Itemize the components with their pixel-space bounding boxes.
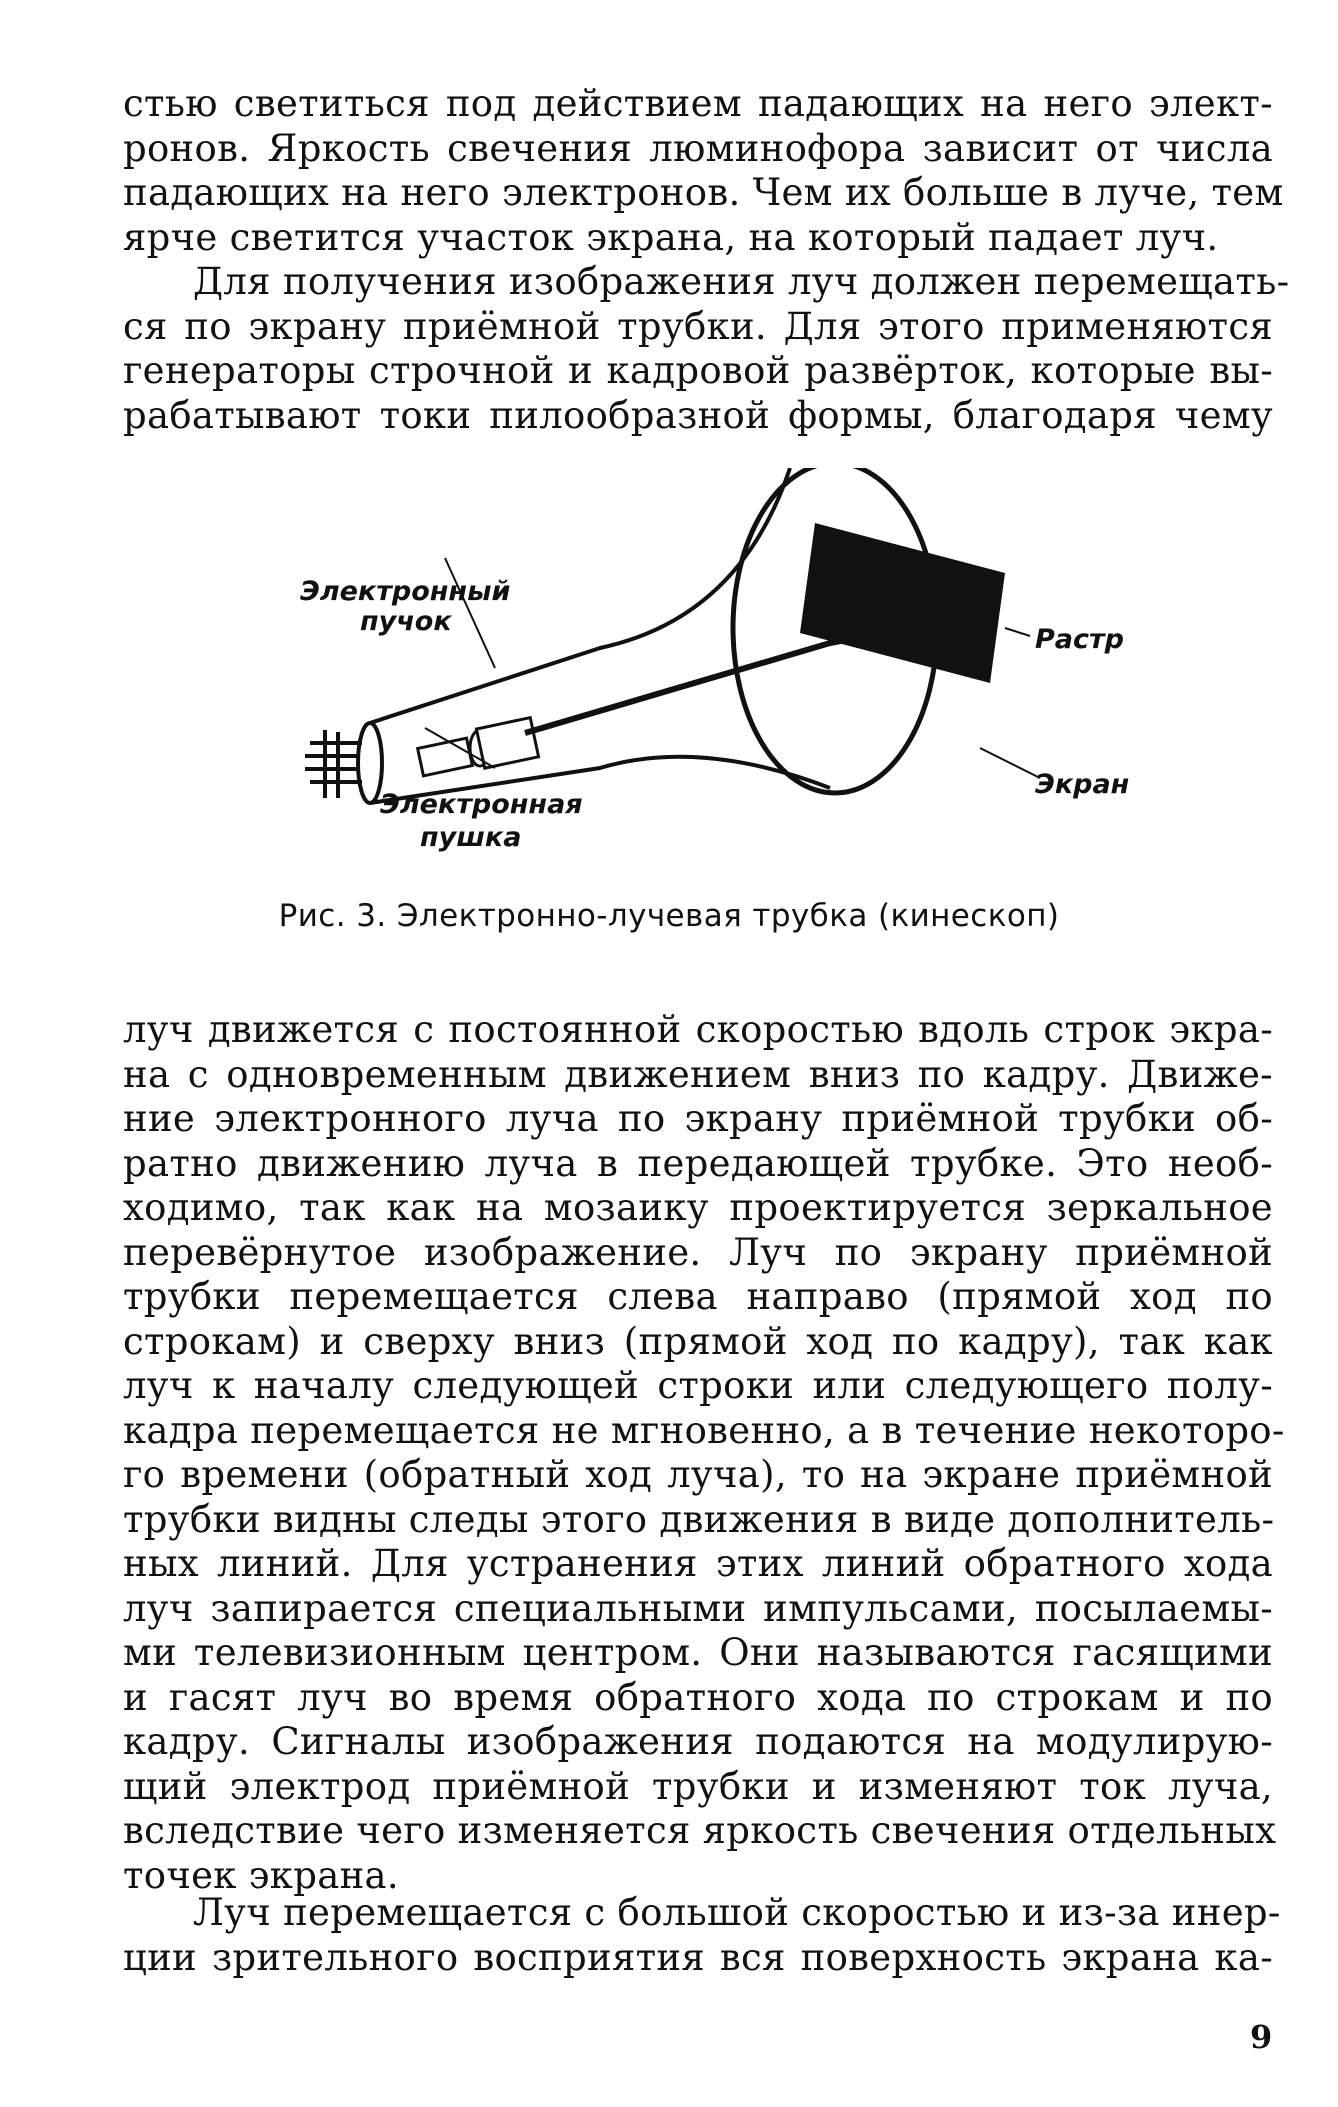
text-line: перевёрнутое изображение. Луч по экрану приёмной xyxy=(123,1230,1273,1274)
label-raster: Растр xyxy=(1035,624,1124,655)
label-gun-line1: Электронная xyxy=(380,789,583,820)
text-line: ронов. Яркость свечения люминофора зависит от числа xyxy=(123,126,1273,170)
text-line: стью светиться под действием падающих на него элект- xyxy=(123,82,1273,125)
text-line: го времени (обратный ход луча), то на экране приёмной xyxy=(123,1453,1273,1496)
text-line: строкам) и сверху вниз (прямой ход по кадру), так как xyxy=(123,1319,1273,1363)
text-line: точек экрана. xyxy=(123,1853,399,1897)
text-line: ходимо, так как на мозаику проектируется зеркальное xyxy=(123,1186,1273,1229)
figure-caption: Рис. 3. Электронно-лучевая трубка (кинескоп) xyxy=(278,898,1060,934)
connector-pins xyxy=(305,730,362,798)
text-line: и гасят луч во время обратного хода по строкам и по xyxy=(123,1675,1273,1719)
text-line: луч запирается специальными импульсами, посылаемы- xyxy=(123,1586,1273,1630)
text-line: ратно движению луча в передающей трубке. Это необ- xyxy=(123,1141,1273,1185)
label-gun-line2: пушка xyxy=(420,822,522,853)
text-line: кадру. Сигналы изображения подаются на модулирую- xyxy=(123,1720,1273,1763)
raster-rect xyxy=(800,523,1005,683)
text-line: вследствие чего изменяется яркость свечения отдельных xyxy=(123,1809,1277,1852)
text-line: луч движется с постоянной скоростью вдоль строк экра- xyxy=(123,1008,1273,1051)
text-line: луч к началу следующей строки или следующего полу- xyxy=(123,1364,1273,1407)
leader-beam xyxy=(445,558,495,668)
text-line: падающих на него электронов. Чем их больше в луче, тем xyxy=(123,171,1284,214)
text-line: ции зрительного восприятия вся поверхность экрана ка- xyxy=(123,1935,1273,1979)
leader-raster xyxy=(1005,628,1030,636)
text-block-top xyxy=(123,82,1290,438)
text-line: ярче светится участок экрана, на который падает луч. xyxy=(123,215,1219,259)
crt-figure xyxy=(270,468,1170,868)
text-line: кадра перемещается не мгновенно, а в течение некоторо- xyxy=(123,1408,1285,1452)
text-line: щий электрод приёмной трубки и изменяют ток луча, xyxy=(123,1764,1273,1808)
text-line: трубки видны следы этого движения в виде дополнитель- xyxy=(123,1497,1275,1541)
text-line: на с одновременным движением вниз по кадру. Движе- xyxy=(123,1052,1273,1096)
text-line: ми телевизионным центром. Они называются гасящими xyxy=(123,1631,1273,1674)
text-line: ние электронного луча по экрану приёмной трубки об- xyxy=(123,1097,1273,1140)
text-line: Луч перемещается с большой скоростью и из-за инер- xyxy=(193,1891,1281,1934)
page-number: 9 xyxy=(1250,2018,1273,2056)
gun-cylinder-1 xyxy=(418,738,473,776)
crt-diagram xyxy=(270,468,1170,868)
leader-screen xyxy=(980,748,1040,778)
neck-cap xyxy=(358,723,382,803)
label-beam-line1: Электронный xyxy=(300,576,511,607)
text-line: генераторы строчной и кадровой развёрток, которые вы- xyxy=(123,349,1273,392)
label-screen: Экран xyxy=(1035,769,1130,800)
label-beam-line2: пучок xyxy=(360,606,452,637)
text-line: ся по экрану приёмной трубки. Для этого применяются xyxy=(123,304,1273,348)
text-line: трубки перемещается слева направо (прямой ход по xyxy=(123,1275,1273,1318)
text-line: ных линий. Для устранения этих линий обратного хода xyxy=(123,1542,1273,1585)
text-block-bottom xyxy=(123,1891,1281,1980)
text-line: Для получения изображения луч должен перемещать- xyxy=(193,260,1290,303)
text-block-middle xyxy=(123,1008,1285,1898)
gun-cylinder-2 xyxy=(476,718,538,769)
text-line: рабатывают токи пилообразной формы, благодаря чему xyxy=(123,393,1273,437)
